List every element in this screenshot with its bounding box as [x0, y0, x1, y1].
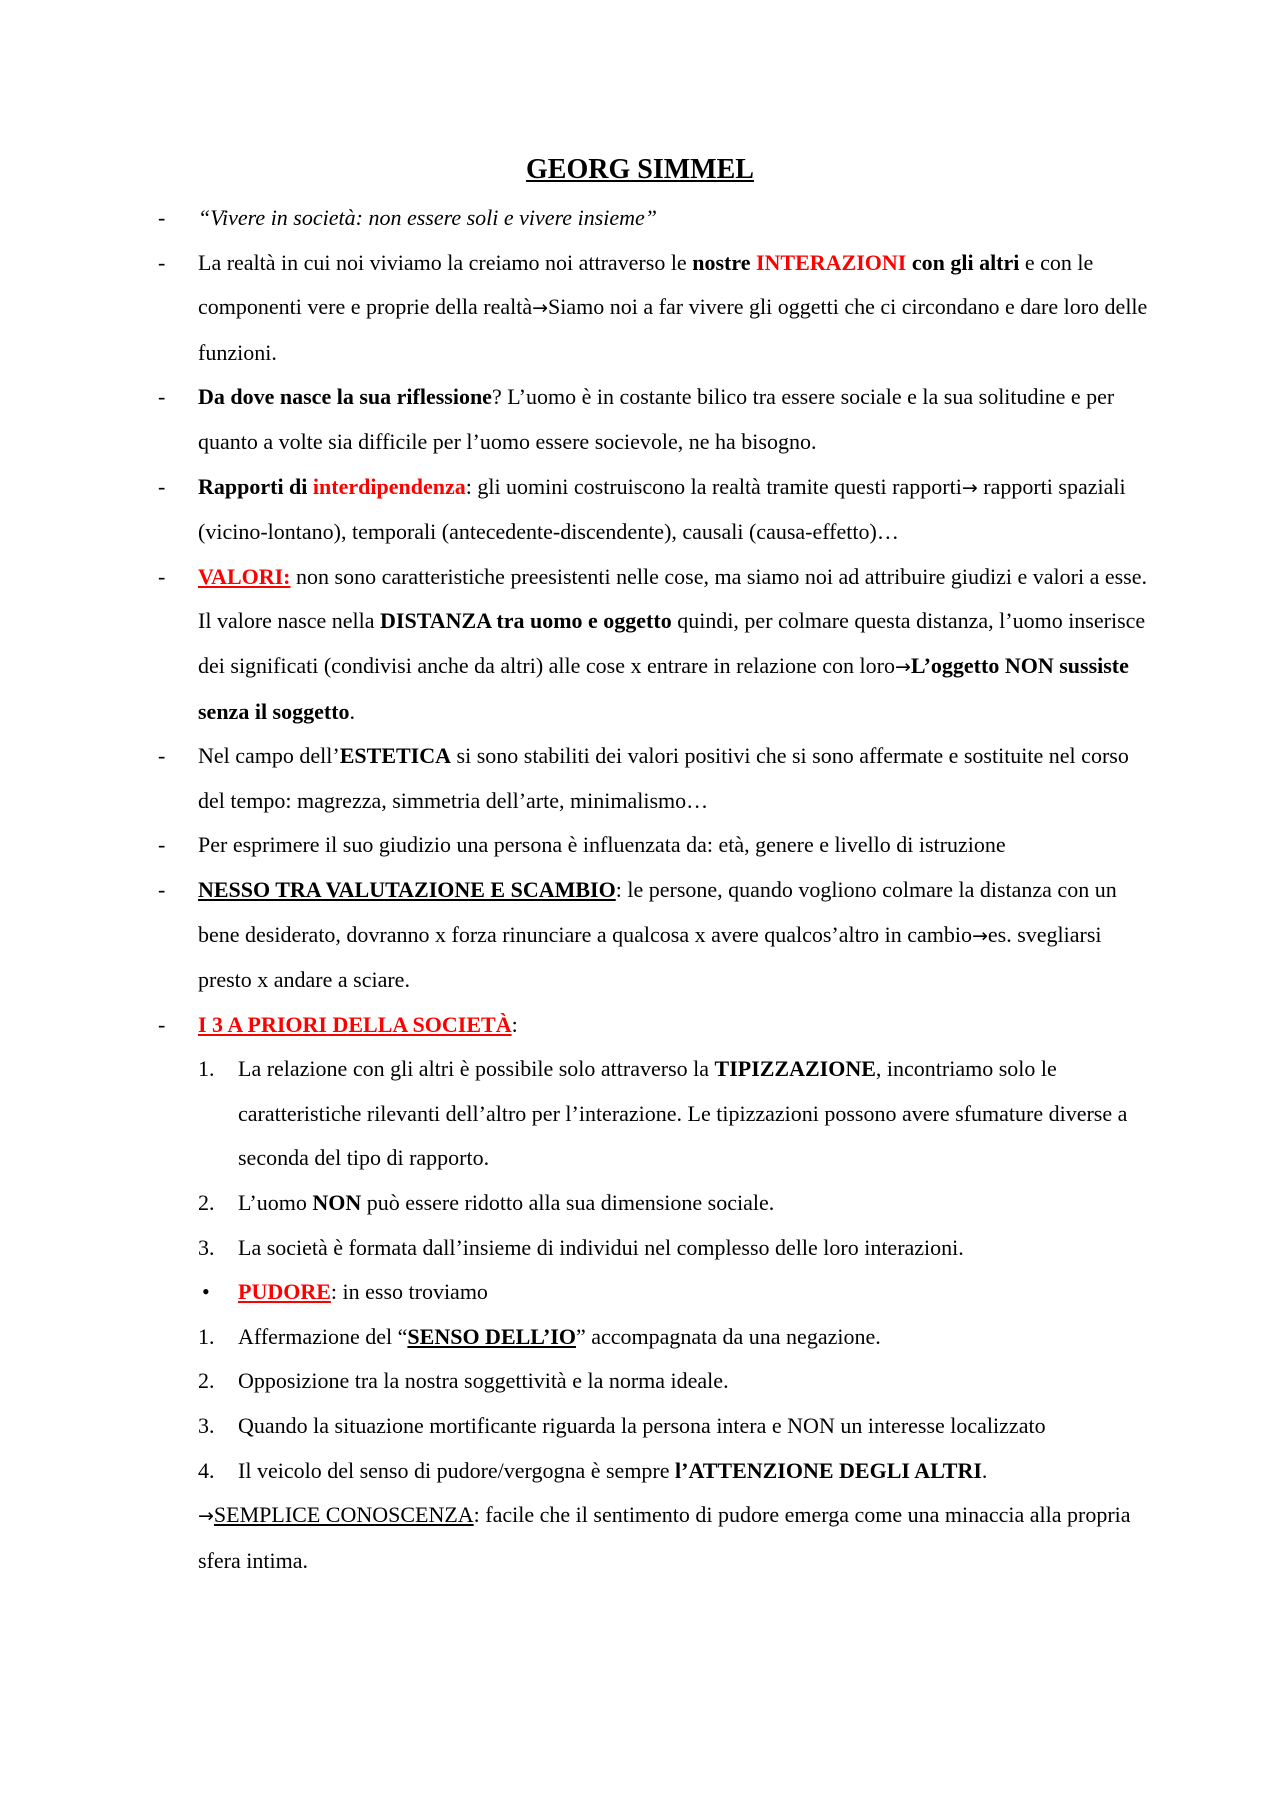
numbered-item — [162, 1047, 1160, 1181]
text-run: . — [981, 1457, 988, 1483]
text-run: Il veicolo del senso di pudore/vergogna è sempre — [238, 1457, 676, 1483]
arrow-right-icon: → — [895, 655, 911, 678]
text-run: es. svegliarsi presto x andare a sciare. — [198, 921, 1102, 993]
text-run: : facile che il sentimento di pudore emerga come una minaccia alla propria sfera intima. — [198, 1502, 1131, 1573]
bold-text: nostre — [692, 249, 756, 275]
dash-marker: - — [158, 249, 166, 275]
item-number: 3. — [198, 1234, 215, 1260]
numbered-item — [162, 1359, 1160, 1404]
red-underlined-heading: I 3 A PRIORI DELLA SOCIETÀ — [198, 1011, 512, 1037]
bullet-item-estetica — [158, 734, 1160, 823]
text-run: : — [511, 1011, 518, 1037]
bullet-item-giudizio — [158, 823, 1160, 868]
text-run: : gli uomini costruiscono la realtà tramite questi rapporti — [465, 473, 962, 499]
arrow-right-icon: → — [532, 297, 549, 320]
bullet-item-riflessione — [158, 375, 1160, 464]
item-number: 1. — [198, 1056, 215, 1082]
text-run: La relazione con gli altri è possibile solo attraverso la — [238, 1056, 715, 1082]
bold-underlined-heading: NESSO TRA VALUTAZIONE E SCAMBIO — [198, 876, 616, 902]
text-run: Affermazione del “ — [238, 1323, 408, 1349]
item-number: 1. — [198, 1323, 215, 1349]
dash-marker: - — [158, 832, 166, 858]
underlined-text: SEMPLICE CONOSCENZA — [213, 1502, 474, 1528]
red-bold-text: INTERAZIONI — [755, 249, 907, 275]
bold-text: NON — [312, 1190, 362, 1216]
dash-marker: - — [158, 876, 166, 902]
dash-marker: - — [158, 743, 166, 769]
text-run: : in esso troviamo — [330, 1279, 488, 1305]
text-run: Per esprimere il suo giudizio una persona è influenzata da: età, genere e livello di istruzione — [198, 832, 1006, 858]
text-run: L’uomo — [238, 1190, 313, 1216]
red-bold-text: interdipendenza — [312, 473, 466, 499]
text-run: . — [349, 698, 356, 724]
text-run: ” accompagnata da una negazione. — [575, 1323, 881, 1349]
text-run: ? L’uomo è in costante bilico tra essere sociale e la sua solitudine e per quanto a volte sia difficile per l’uomo essere socievole, ne ha bisogno. — [198, 384, 1115, 454]
red-underlined-heading: VALORI: — [198, 563, 291, 589]
bullet-item-interazioni — [158, 241, 1160, 376]
bullet-dot: • — [202, 1279, 210, 1305]
bold-text: Rapporti di — [198, 473, 313, 499]
arrow-right-icon: → — [198, 1505, 214, 1528]
document-body — [158, 196, 1160, 1583]
item-number: 2. — [198, 1190, 215, 1216]
text-run: Siamo noi a far vivere gli oggetti che ci circondano e dare loro delle funzioni. — [198, 294, 1148, 365]
numbered-item — [162, 1226, 1160, 1271]
red-underlined-heading: PUDORE — [238, 1279, 331, 1305]
text-run: La società è formata dall’insieme di individui nel complesso delle loro interazioni. — [238, 1234, 964, 1260]
text-run: quindi, per colmare questa distanza, l’uomo inserisce dei significati (condivisi anche da altri) alle cose x entrare in relazione con loro — [198, 608, 1146, 678]
dash-marker: - — [158, 1011, 166, 1037]
dash-marker: - — [158, 205, 166, 230]
text-run: : le persone, quando vogliono colmare la distanza con un bene desiderato, dovranno x forza rinunciare a qualcosa x avere qualcos’altro in cambio — [198, 876, 1117, 947]
conoscenza-paragraph — [162, 1493, 1160, 1583]
text-run: Nel campo dell’ — [198, 743, 340, 769]
bold-underlined-text: SENSO DELL’IO — [407, 1323, 576, 1349]
text-run: rapporti spaziali (vicino-lontano), temporali (antecedente-discendente), causali (causa-effetto)… — [198, 473, 1126, 545]
bold-text: TIPIZZAZIONE — [714, 1056, 876, 1082]
bold-text: Da dove nasce la sua riflessione — [198, 384, 492, 410]
text-run: , incontriamo solo le caratteristiche rilevanti dell’altro per l’interazione. Le tipizzazioni possono avere sfumature diverse a seconda del tipo di rapporto. — [238, 1056, 1128, 1171]
text-run: non sono caratteristiche preesistenti nelle cose, ma siamo noi ad attribuire giudizi e valori a esse. Il valore nasce nella — [198, 563, 1148, 634]
bullet-item-rapporti — [158, 465, 1160, 555]
bold-text: DISTANZA tra uomo e oggetto — [380, 608, 672, 634]
text-run: La realtà in cui noi viviamo la creiamo noi attraverso le — [198, 249, 693, 275]
bullet-item-valori — [158, 555, 1160, 734]
bullet-item-quote — [158, 196, 1160, 241]
quote-text: “Vivere in società: non essere soli e vivere insieme” — [198, 205, 658, 230]
item-number: 2. — [198, 1368, 215, 1394]
bullet-item-apriori — [158, 1003, 1160, 1048]
bold-text: con gli altri — [906, 249, 1020, 275]
bold-text: ESTETICA — [339, 743, 452, 769]
numbered-item — [162, 1315, 1160, 1360]
text-run: Quando la situazione mortificante riguarda la persona intera e NON un interesse localizzato — [238, 1413, 1046, 1439]
text-run: può essere ridotto alla sua dimensione sociale. — [361, 1190, 775, 1216]
arrow-right-icon: → — [971, 924, 988, 947]
bullet-item-pudore — [162, 1270, 1160, 1315]
text-run: si sono stabiliti dei valori positivi che si sono affermate e sostituite nel corso del tempo: magrezza, simmetria dell’arte, minimalismo… — [198, 743, 1129, 813]
numbered-item — [162, 1181, 1160, 1226]
arrow-right-icon: → — [961, 476, 978, 499]
dash-marker: - — [158, 384, 166, 410]
item-number: 3. — [198, 1413, 215, 1439]
text-run: e con le componenti vere e proprie della realtà — [198, 249, 1094, 320]
bold-text: l’ATTENZIONE DEGLI ALTRI — [675, 1457, 982, 1483]
document-title: GEORG SIMMEL — [526, 154, 754, 185]
bullet-item-nesso — [158, 868, 1160, 1003]
dash-marker: - — [158, 473, 166, 499]
text-run: Opposizione tra la nostra soggettività e la norma ideale. — [238, 1368, 729, 1394]
item-number: 4. — [198, 1457, 215, 1483]
bold-text: L’oggetto NON sussiste senza il soggetto — [198, 652, 1129, 724]
numbered-item — [162, 1404, 1160, 1449]
numbered-item — [162, 1449, 1160, 1494]
dash-marker: - — [158, 563, 166, 589]
